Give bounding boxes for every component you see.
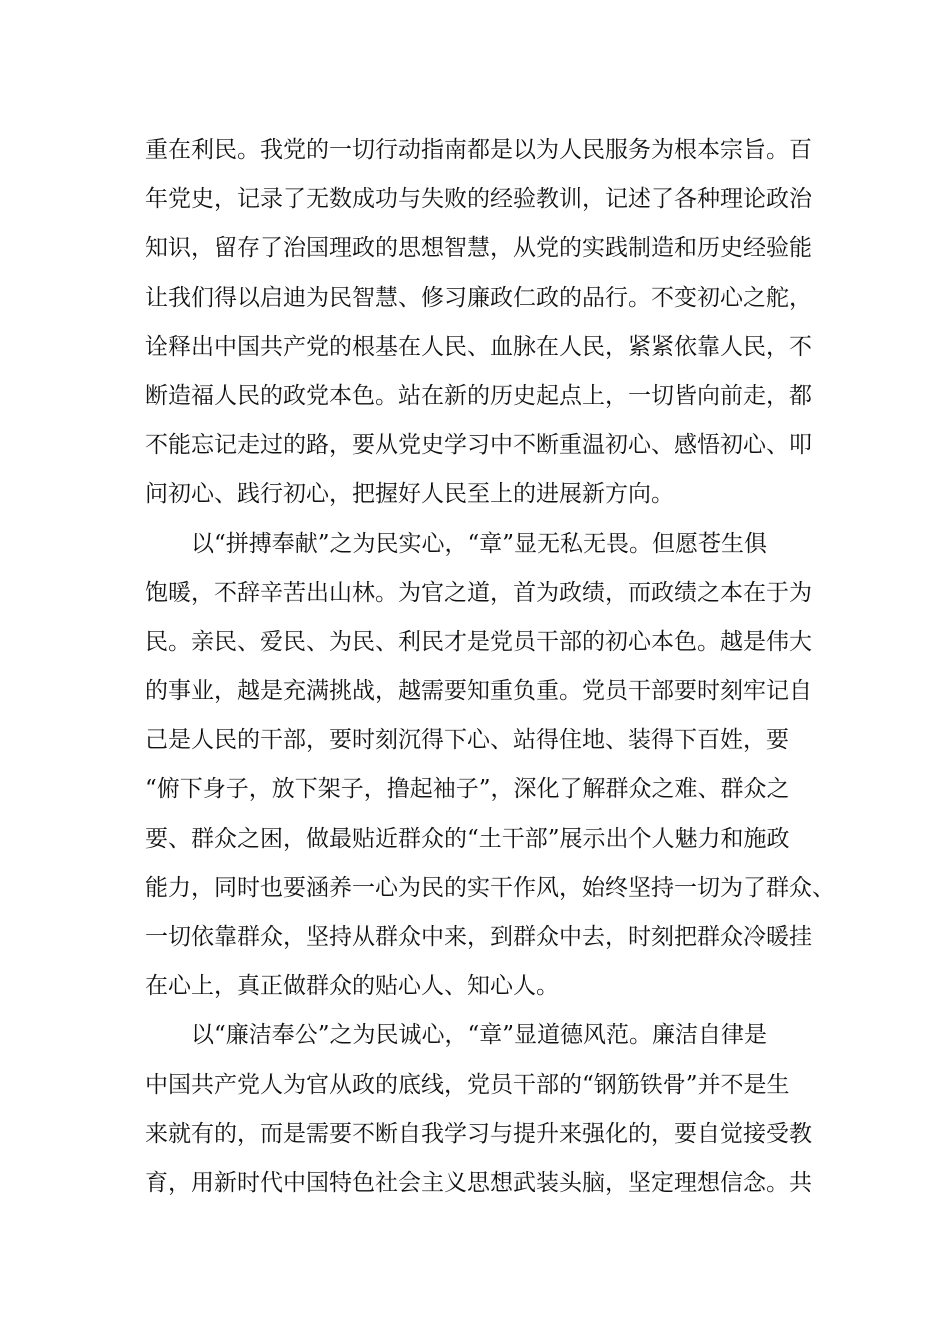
text-line: 让我们得以启迪为民智慧、修习廉政仁政的品行。不变初心之舵， — [145, 284, 812, 311]
paragraph-3 — [145, 1011, 825, 1208]
paragraph-1 — [145, 126, 825, 520]
text-line: 能力，同时也要涵养一心为民的实干作风，始终坚持一切为了群众、 — [145, 874, 835, 901]
text-line: 的事业，越是充满挑战，越需要知重负重。党员干部要时刻牢记自 — [145, 678, 812, 705]
text-line: “俯下身子，放下架子，撸起袖子”，深化了解群众之难、群众之 — [145, 776, 790, 803]
text-line: 饱暖，不辞辛苦出山林。为官之道，首为政绩，而政绩之本在于为 — [145, 579, 812, 606]
text-line: 以“拼搏奉献”之为民实心，“章”显无私无畏。但愿苍生俱 — [191, 530, 768, 557]
text-line: 年党史，记录了无数成功与失败的经验教训，记述了各种理论政治 — [145, 186, 812, 213]
text-line: 重在利民。我党的一切行动指南都是以为人民服务为根本宗旨。百 — [145, 137, 812, 163]
text-line: 民。亲民、爱民、为民、利民才是党员干部的初心本色。越是伟大 — [145, 628, 812, 655]
text-line: 中国共产党人为官从政的底线，党员干部的“钢筋铁骨”并不是生 — [145, 1071, 790, 1098]
text-line: 不能忘记走过的路，要从党史学习中不断重温初心、感悟初心、叩 — [145, 432, 812, 459]
text-line: 来就有的，而是需要不断自我学习与提升来强化的，要自觉接受教 — [145, 1120, 812, 1147]
text-line: 以“廉洁奉公”之为民诚心，“章”显道德风范。廉洁自律是 — [191, 1022, 768, 1049]
paragraph-2 — [145, 520, 835, 1012]
text-line: 育，用新时代中国特色社会主义思想武装头脑，坚定理想信念。共 — [145, 1169, 812, 1196]
text-line: 问初心、践行初心，把握好人民至上的进展新方向。 — [145, 481, 674, 508]
text-line: 诠释出中国共产党的根基在人民、血脉在人民，紧紧依靠人民，不 — [145, 333, 812, 360]
text-line: 要、群众之困，做最贴近群众的“土干部”展示出个人魅力和施政 — [145, 825, 790, 852]
text-line: 知识，留存了治国理政的思想智慧，从党的实践制造和历史经验能 — [145, 235, 812, 262]
document-body — [145, 126, 835, 1208]
text-line: 己是人民的干部，要时刻沉得下心、站得住地、装得下百姓，要 — [145, 727, 789, 754]
text-line: 断造福人民的政党本色。站在新的历史起点上，一切皆向前走，都 — [145, 382, 812, 409]
text-line: 在心上，真正做群众的贴心人、知心人。 — [145, 973, 559, 1000]
text-line: 一切依靠群众，坚持从群众中来，到群众中去，时刻把群众冷暖挂 — [145, 924, 812, 950]
